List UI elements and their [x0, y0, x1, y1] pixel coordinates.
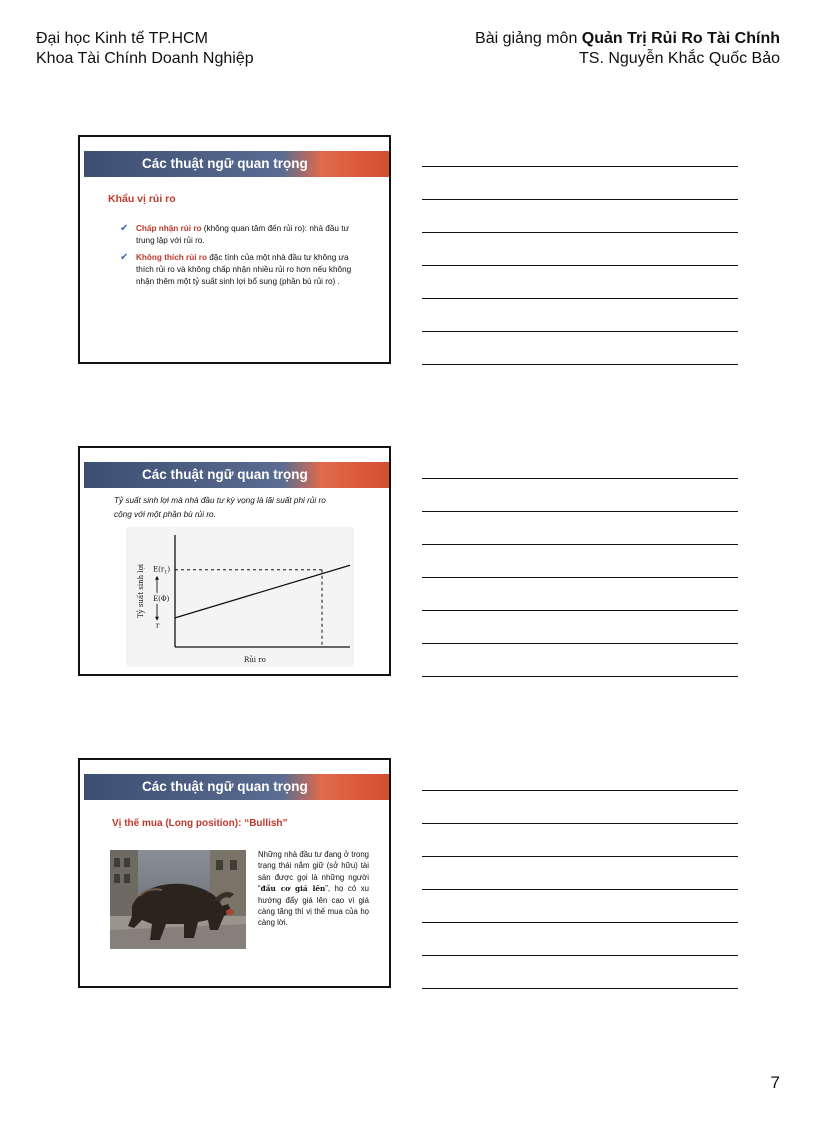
- bullet-list: [110, 223, 360, 293]
- note-line: [422, 643, 738, 644]
- note-line: [422, 955, 738, 956]
- slide-title: Các thuật ngữ quan trọng: [84, 462, 389, 488]
- note-line: [422, 922, 738, 923]
- note-line: [422, 298, 738, 299]
- bullet-term: Không thích rủi ro: [136, 253, 207, 262]
- risk-return-chart: [126, 527, 354, 667]
- note-line: [422, 790, 738, 791]
- note-line: [422, 889, 738, 890]
- paragraph-start: Những nhà đầu tư đang ở trong trạng thái nắm giữ (sở hữu) tài sản được gọi là những người “: [258, 850, 369, 894]
- risk-return-line: [175, 565, 350, 618]
- x-axis-label: Rủi ro: [244, 656, 266, 664]
- faculty-name: Khoa Tài Chính Doanh Nghiệp: [36, 50, 254, 67]
- bullet-item: [110, 223, 360, 247]
- note-line: [422, 232, 738, 233]
- note-line: [422, 856, 738, 857]
- header-right: [475, 29, 780, 69]
- slide-title: Các thuật ngữ quan trọng: [84, 151, 389, 177]
- course-prefix: Bài giảng môn: [475, 30, 582, 47]
- slide-1: [78, 135, 391, 364]
- note-line: [422, 511, 738, 512]
- page-number: 7: [770, 1073, 780, 1092]
- header-left: [36, 29, 254, 69]
- bullet-text: đặc tính của một nhà đầu tư không ưa thích rủi ro và không chấp nhận nhiều rủi ro hơn nếu không nhận thêm một tỷ suất sinh lợi bổ sung (phần bù rủi ro) .: [136, 253, 352, 286]
- note-line: [422, 364, 738, 365]
- bullet-item: [110, 252, 360, 288]
- slide-paragraph: [258, 849, 369, 929]
- bullet-text: (không quan tâm đến rủi ro): nhà đầu tư trung lập với rủi ro.: [136, 224, 349, 245]
- note-line: [422, 478, 738, 479]
- note-line: [422, 265, 738, 266]
- checkmark-icon: ✔: [120, 223, 129, 234]
- note-line: [422, 676, 738, 677]
- slide-2: [78, 446, 391, 676]
- paragraph-term: đầu cơ giá lên: [260, 884, 326, 894]
- annotation-r: r: [156, 621, 160, 630]
- y-axis-label: Tỷ suất sinh lợi: [137, 563, 145, 619]
- bullet-term: Chấp nhận rủi ro: [136, 224, 202, 233]
- university-name: Đại học Kinh tế TP.HCM: [36, 30, 208, 47]
- annotation-ephi: E(Φ): [153, 594, 170, 603]
- paragraph-end: ”, họ có xu hướng đẩy giá lên cao vì giá càng tăng thì vị thế mua của họ càng lời.: [258, 884, 369, 928]
- note-line: [422, 544, 738, 545]
- wall-street-bull-photo: [110, 850, 246, 949]
- slide-title: Các thuật ngữ quan trọng: [84, 774, 389, 800]
- note-line: [422, 988, 738, 989]
- slide-subheading: Vị thế mua (Long position): “Bullish”: [112, 818, 288, 829]
- arrow-down-head: [155, 617, 159, 621]
- note-line: [422, 199, 738, 200]
- course-title: Quản Trị Rủi Ro Tài Chính: [581, 30, 780, 47]
- slide-3: [78, 758, 391, 988]
- annotation-er1: $E(r_1)$: [153, 565, 171, 576]
- slide-text: Tỷ suất sinh lợi mà nhà đầu tư kỳ vọng là lãi suất phi rủi ro cộng với một phần bù rủi ro.: [114, 496, 326, 519]
- note-line: [422, 166, 738, 167]
- checkmark-icon: ✔: [120, 252, 129, 263]
- note-line: [422, 577, 738, 578]
- arrow-up-head: [155, 576, 159, 580]
- note-line: [422, 331, 738, 332]
- course-line: [475, 29, 780, 49]
- lecturer-name: TS. Nguyễn Khắc Quốc Bảo: [579, 50, 780, 67]
- chart-svg: [126, 527, 354, 667]
- note-line: [422, 823, 738, 824]
- note-line: [422, 610, 738, 611]
- slide-subheading: Khẩu vị rủi ro: [108, 193, 176, 205]
